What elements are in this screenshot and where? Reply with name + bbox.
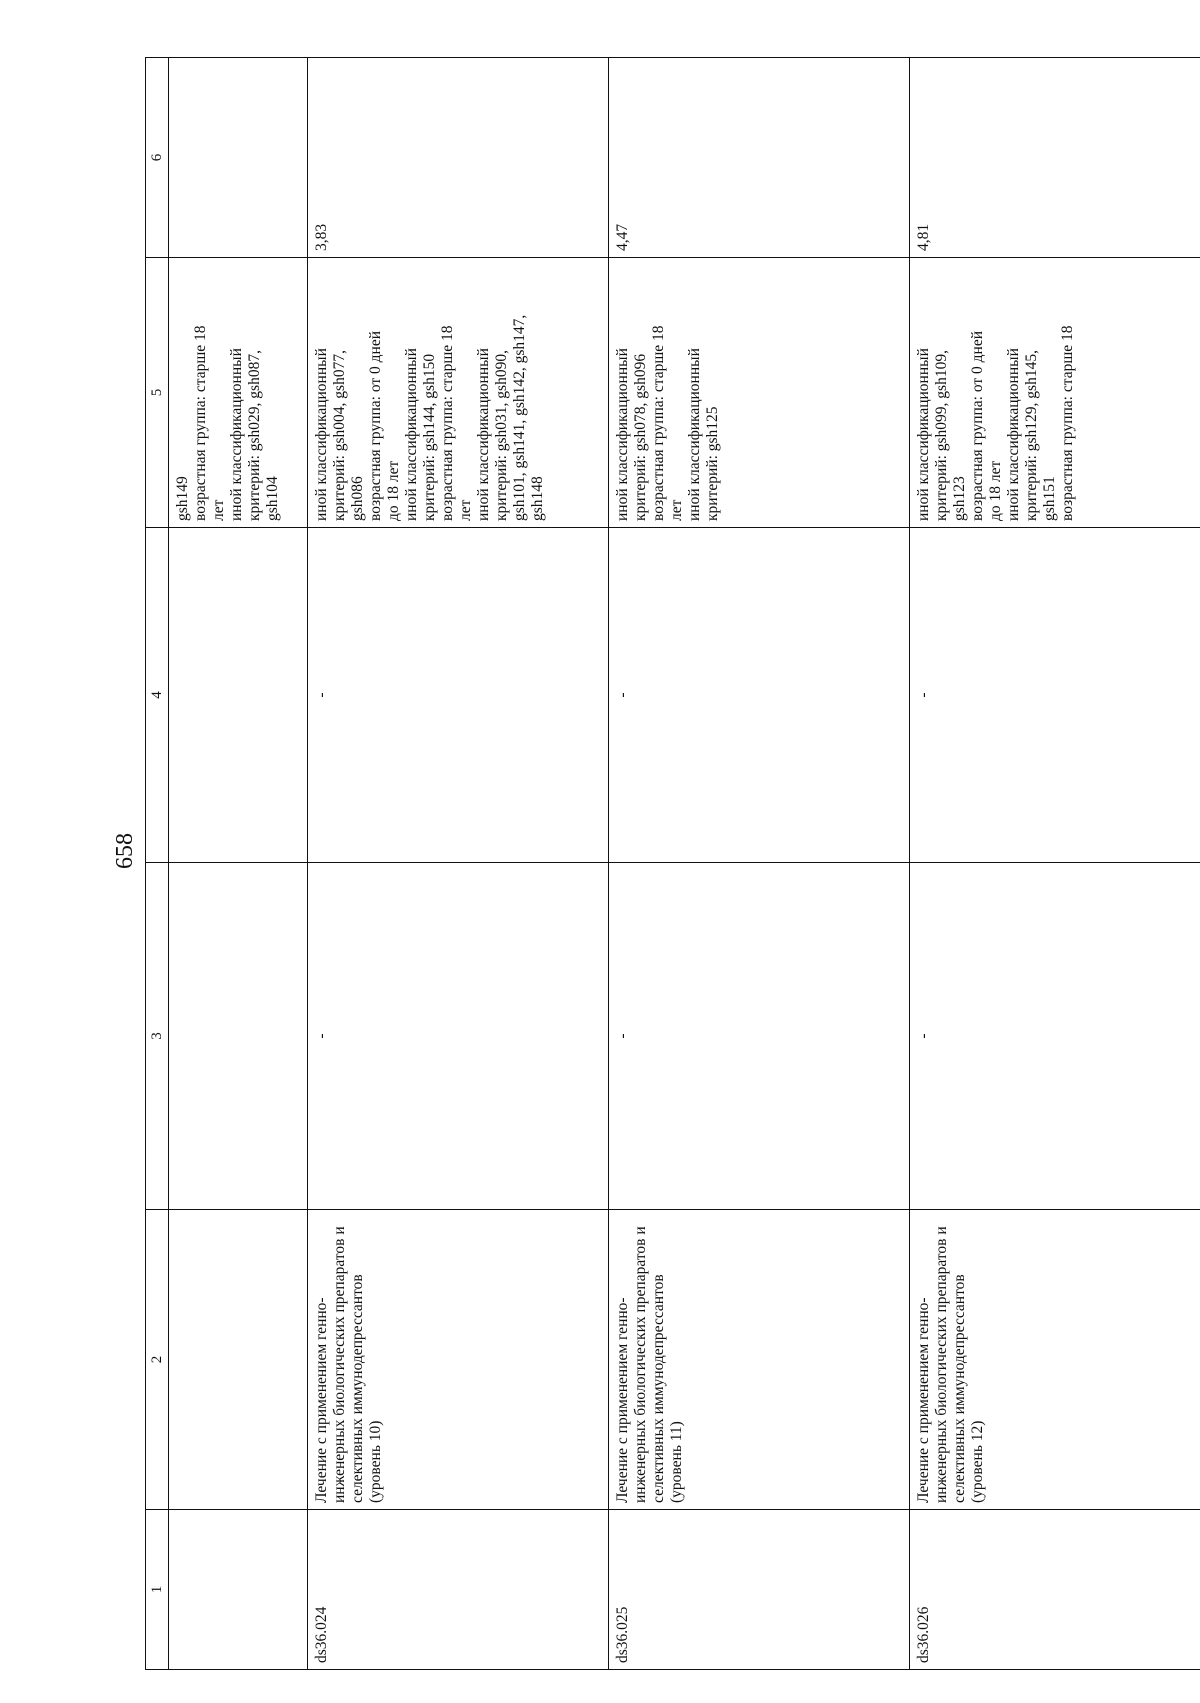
criteria-line: gsh086 (349, 476, 366, 521)
col3-cell: - (609, 863, 910, 1210)
criteria-cell (609, 258, 910, 528)
code-cell: ds36.024 (308, 1510, 609, 1670)
cell-empty (169, 1210, 308, 1510)
criteria-line: критерий: gsh029, gsh087, (246, 350, 263, 521)
criteria-line: критерий: gsh125 (704, 406, 721, 521)
table-row (609, 58, 910, 1670)
criteria-line: gsh149 (174, 476, 191, 521)
coefficient-cell: 4,81 (910, 58, 1200, 258)
criteria-line: лет (668, 499, 685, 521)
criteria-line: возрастная группа: от 0 дней (969, 330, 986, 521)
criteria-line: до 18 лет (987, 460, 1004, 521)
criteria-line: лет (457, 499, 474, 521)
criteria-line: возрастная группа: старше 18 (1059, 325, 1076, 521)
column-header-4: 4 (146, 528, 169, 863)
coefficient-cell: 3,83 (308, 58, 609, 258)
criteria-line: критерий: gsh078, gsh096 (632, 353, 649, 521)
table-row (910, 58, 1200, 1670)
criteria-line: критерий: gsh144, gsh150 (421, 353, 438, 521)
code-cell: ds36.025 (609, 1510, 910, 1670)
criteria-cell (910, 258, 1200, 528)
column-header-2: 2 (146, 1210, 169, 1510)
criteria-line: иной классификационный (403, 348, 420, 521)
table-row (308, 58, 609, 1670)
continuation-row (169, 58, 308, 1670)
code-cell: ds36.026 (910, 1510, 1200, 1670)
column-header-6: 6 (146, 58, 169, 258)
name-cell: Лечение с применением генно-инженерных биологических препаратов и селективных иммунодепрессантов (уровень 12) (910, 1210, 1200, 1510)
col4-cell: - (308, 528, 609, 863)
cell-empty (169, 1510, 308, 1670)
tariff-table (145, 57, 1200, 1670)
criteria-line: иной классификационный (915, 348, 932, 521)
col4-cell: - (910, 528, 1200, 863)
name-cell: Лечение с применением генно-инженерных биологических препаратов и селективных иммунодепрессантов (уровень 11) (609, 1210, 910, 1510)
cell-empty (169, 58, 308, 258)
criteria-line: критерий: gsh031, gsh090, (493, 350, 510, 521)
criteria-cell (169, 258, 308, 528)
criteria-line: иной классификационный (313, 348, 330, 521)
criteria-line: возрастная группа: старше 18 (192, 325, 209, 521)
tariff-table-container (145, 58, 1076, 1670)
criteria-line: критерий: gsh099, gsh109, (933, 350, 950, 521)
criteria-line: иной классификационный (1005, 348, 1022, 521)
col3-cell: - (910, 863, 1200, 1210)
criteria-line: критерий: gsh129, gsh145, (1023, 350, 1040, 521)
criteria-line: возрастная группа: от 0 дней (367, 330, 384, 521)
criteria-line: лет (210, 499, 227, 521)
criteria-line: критерий: gsh004, gsh077, (331, 350, 348, 521)
page-number: 658 (111, 833, 138, 869)
criteria-line: иной классификационный (686, 348, 703, 521)
criteria-line: gsh148 (529, 476, 546, 521)
criteria-line: возрастная группа: старше 18 (650, 325, 667, 521)
column-header-5: 5 (146, 258, 169, 528)
col4-cell: - (609, 528, 910, 863)
criteria-line: иной классификационный (228, 348, 245, 521)
column-header-1: 1 (146, 1510, 169, 1670)
col3-cell: - (308, 863, 609, 1210)
criteria-line: иной классификационный (614, 348, 631, 521)
criteria-line: gsh151 (1041, 476, 1058, 521)
criteria-line: gsh101, gsh141, gsh142, gsh147, (511, 314, 528, 521)
criteria-line: возрастная группа: старше 18 (439, 325, 456, 521)
header-row (146, 58, 169, 1670)
criteria-line: gsh123 (951, 476, 968, 521)
coefficient-cell: 4,47 (609, 58, 910, 258)
column-header-3: 3 (146, 863, 169, 1210)
cell-empty (169, 528, 308, 863)
criteria-line: gsh104 (264, 476, 281, 521)
criteria-line: до 18 лет (385, 460, 402, 521)
cell-empty (169, 863, 308, 1210)
criteria-cell (308, 258, 609, 528)
criteria-line: иной классификационный (475, 348, 492, 521)
name-cell: Лечение с применением генно-инженерных биологических препаратов и селективных иммунодепрессантов (уровень 10) (308, 1210, 609, 1510)
